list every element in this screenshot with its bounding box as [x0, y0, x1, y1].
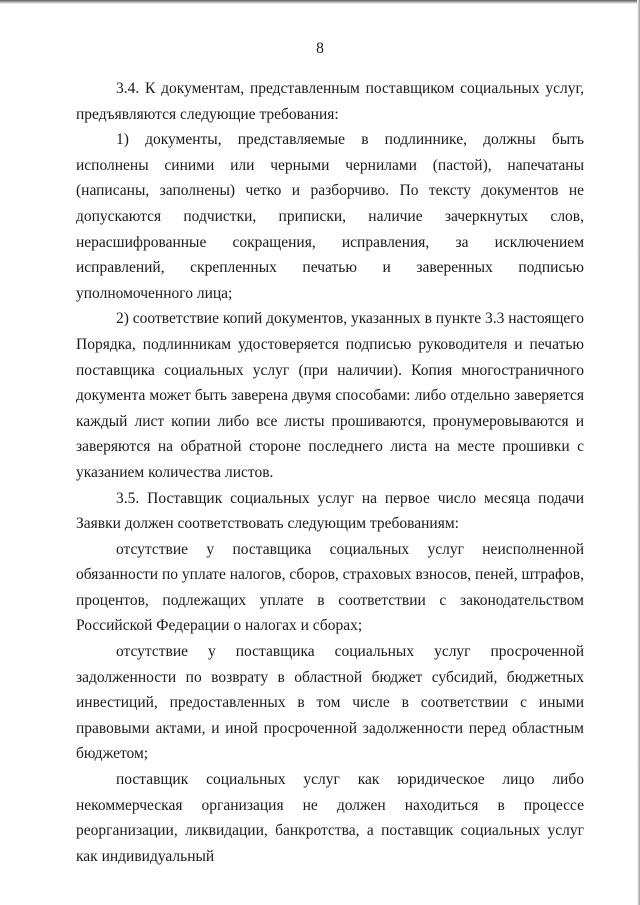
paragraph-requirement-taxes: отсутствие у поставщика социальных услуг неисполненной обязанности по уплате налогов, сборов, страховых взносов, пеней, штрафов, процентов, подлежащих уплате в соответствии с законодательством Российской Федерации о налогах и сборах; — [76, 540, 584, 635]
document-body — [76, 76, 584, 869]
paragraph-requirement-status: поставщик социальных услуг как юридическое лицо либо некоммерческая организация не должен находиться в процессе реорганизации, ликвидации, банкротства, а поставщик социальных услуг как индивидуальный — [76, 771, 584, 865]
paragraph-item-1: 1) документы, представляемые в подлиннике, должны быть исполнены синими или черными чернилами (пастой), напечатаны (написаны, заполнены) четко и разборчиво. По тексту документов не допускаются подчистки, приписки, наличие зачеркнутых слов, нерасшифрованные сокращения, исправления, за исключением исправлений, скрепленных печатью и заверенных подписью уполномоченного лица; — [76, 131, 584, 302]
page-number: 8 — [316, 40, 324, 57]
scan-top-edge — [0, 0, 640, 4]
paragraph-3-5: 3.5. Поставщик социальных услуг на первое число месяца подачи Заявки должен соответствовать следующим требованиям: — [76, 489, 584, 533]
paragraph-item-2: 2) соответствие копий документов, указанных в пункте 3.3 настоящего Порядка, подлинникам удостоверяется подписью руководителя и печатью поставщика социальных услуг (при наличии). Копия многостраничного документа может быть заверена двумя способами: либо отдельно заверяется каждый лист копии либо все листы прошиваются, пронумеровываются и заверяются на обратной стороне последнего листа на месте прошивки с указанием количества листов. — [76, 310, 584, 481]
paragraph-requirement-debt: отсутствие у поставщика социальных услуг просроченной задолженности по возврату в областной бюджет субсидий, бюджетных инвестиций, предоставленных в том числе в соответствии с иными правовыми актами, и иной просроченной задолженности перед областным бюджетом; — [76, 643, 584, 763]
paragraph-3-4: 3.4. К документам, представленным поставщиком социальных услуг, предъявляются следующие требования: — [76, 80, 584, 123]
